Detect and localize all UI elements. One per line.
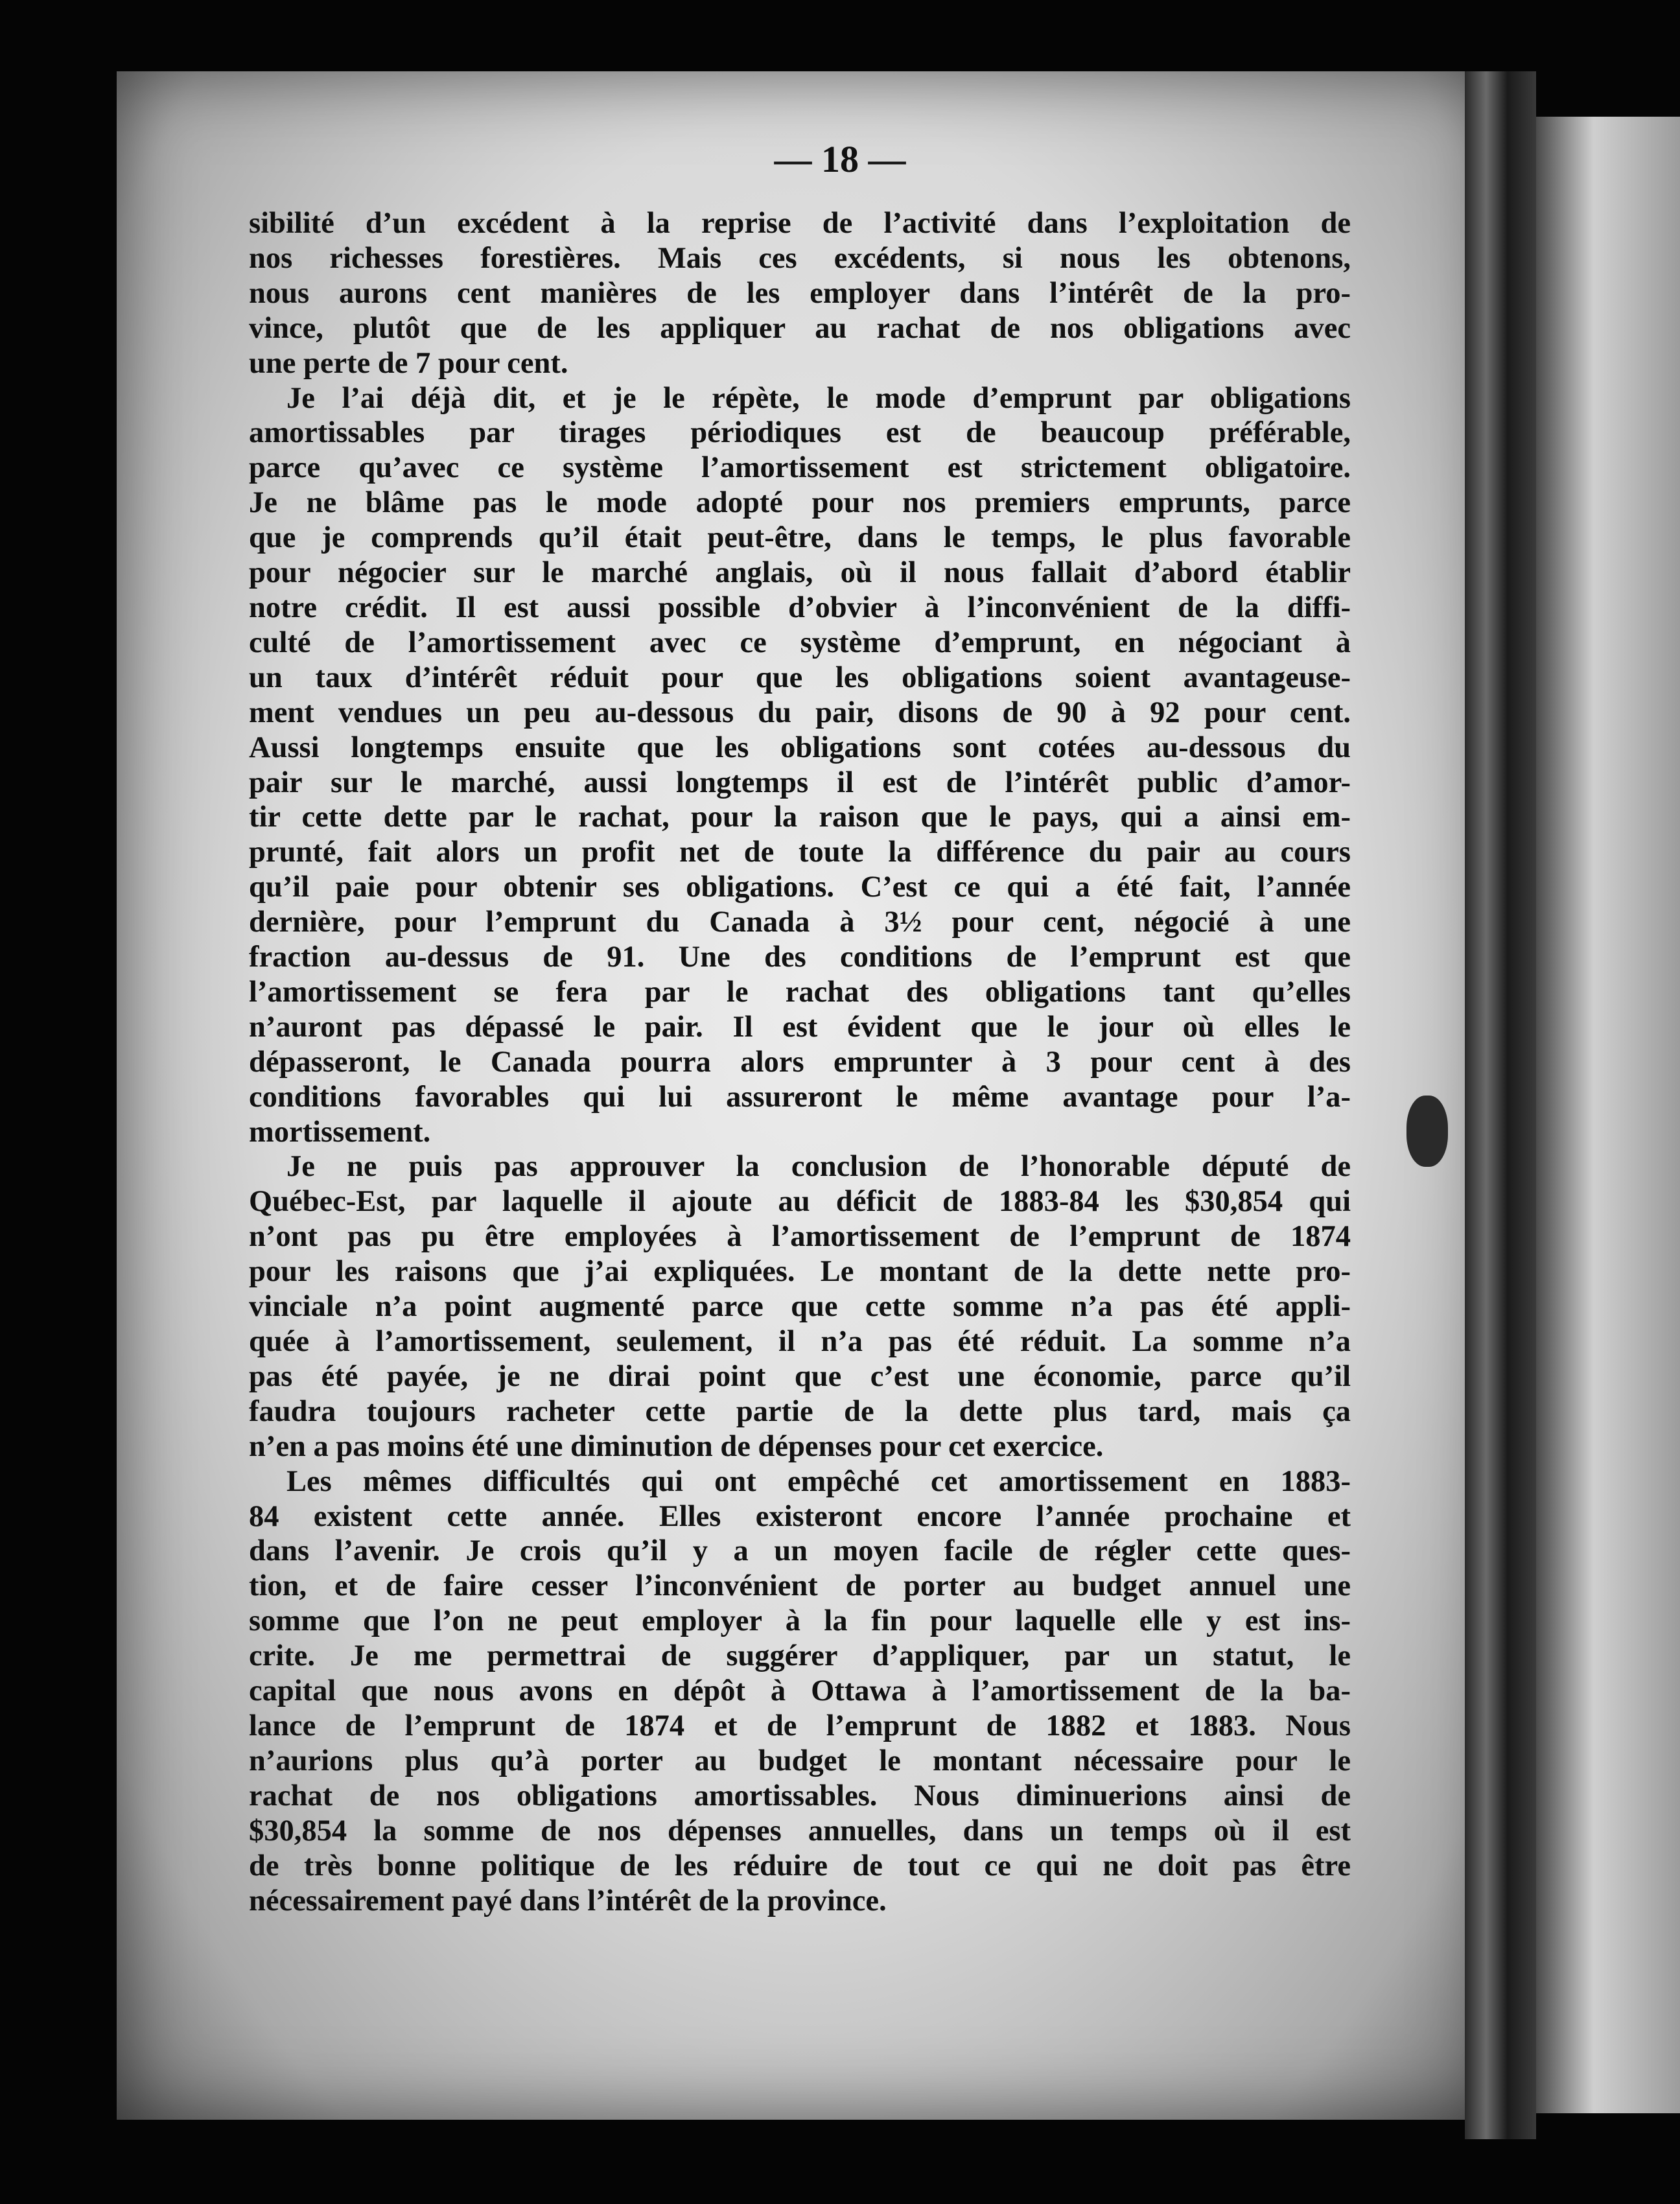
text-line: un taux d’intérêt réduit pour que les obligations soient avantageuse- <box>249 661 1351 694</box>
text-line: n’en a pas moins été une diminution de dépenses pour cet exercice. <box>249 1429 1104 1463</box>
text-line: sibilité d’un excédent à la reprise de l’activité dans l’exploitation de <box>249 207 1351 240</box>
text-line: faudra toujours racheter cette partie de la dette plus tard, mais ça <box>249 1394 1351 1428</box>
text-line: ment vendues un peu au-dessous du pair, disons de 90 à 92 pour cent. <box>249 696 1351 729</box>
text-line: nous aurons cent manières de les employer dans l’intérêt de la pro- <box>249 276 1351 310</box>
ink-stain <box>1406 1096 1448 1167</box>
text-line: dernière, pour l’emprunt du Canada à 3½ pour cent, négocié à une <box>249 906 1351 939</box>
text-line: conditions favorables qui lui assureront le même avantage pour l’a- <box>249 1080 1351 1114</box>
page-binding-edge <box>1465 71 1536 2139</box>
text-line: vince, plutôt que de les appliquer au rachat de nos obligations avec <box>249 311 1351 345</box>
text-line: une perte de 7 pour cent. <box>249 346 568 380</box>
text-line: Je ne puis pas approuver la conclusion de l’honorable député de <box>286 1150 1351 1184</box>
text-line: dépasseront, le Canada pourra alors emprunter à 3 pour cent à des <box>249 1045 1351 1079</box>
text-line: Je l’ai déjà dit, et je le répète, le mode d’emprunt par obligations <box>286 381 1351 415</box>
page-number: — 18 — <box>774 138 906 180</box>
text-line: qu’il paie pour obtenir ses obligations. C’est ce qui a été fait, l’année <box>249 871 1351 904</box>
adjacent-page-edge <box>1536 117 1680 2113</box>
text-line: rachat de nos obligations amortissables. Nous diminuerions ainsi de <box>249 1779 1351 1812</box>
text-line: 84 existent cette année. Elles existeront encore l’année prochaine et <box>249 1499 1351 1533</box>
text-line: Québec-Est, par laquelle il ajoute au déficit de 1883-84 les $30,854 qui <box>249 1185 1351 1219</box>
text-line: tir cette dette par le rachat, pour la raison que le pays, qui a ainsi em- <box>249 801 1351 834</box>
text-line: nos richesses forestières. Mais ces excédents, si nous les obtenons, <box>249 241 1351 275</box>
text-line: pair sur le marché, aussi longtemps il est de l’intérêt public d’amor- <box>249 766 1351 799</box>
text-line: pour les raisons que j’ai expliquées. Le montant de la dette nette pro- <box>249 1255 1351 1289</box>
text-line: l’amortissement se fera par le rachat des obligations tant qu’elles <box>249 975 1351 1009</box>
text-line: vinciale n’a point augmenté parce que cette somme n’a pas été appli- <box>249 1290 1351 1324</box>
text-line: n’ont pas pu être employées à l’amortissement de l’emprunt de 1874 <box>249 1220 1351 1254</box>
text-line: $30,854 la somme de nos dépenses annuelles, dans un temps où il est <box>249 1814 1351 1847</box>
text-line: parce qu’avec ce système l’amortissement est strictement obligatoire. <box>249 451 1351 485</box>
text-line: de très bonne politique de les réduire de tout ce qui ne doit pas être <box>249 1849 1351 1882</box>
text-line: somme que l’on ne peut employer à la fin pour laquelle elle y est ins- <box>249 1604 1351 1638</box>
text-line: quée à l’amortissement, seulement, il n’a pas été réduit. La somme n’a <box>249 1325 1351 1358</box>
text-line: Je ne blâme pas le mode adopté pour nos premiers emprunts, parce <box>249 486 1351 520</box>
text-line: pour négocier sur le marché anglais, où il nous fallait d’abord établir <box>249 556 1351 590</box>
text-line: que je comprends qu’il était peut-être, dans le temps, le plus favorable <box>249 521 1351 555</box>
text-line: lance de l’emprunt de 1874 et de l’emprunt de 1882 et 1883. Nous <box>249 1709 1351 1742</box>
text-line: crite. Je me permettrai de suggérer d’appliquer, par un statut, le <box>249 1639 1351 1673</box>
text-line: fraction au-dessus de 91. Une des conditions de l’emprunt est que <box>249 941 1351 974</box>
text-line: pas été payée, je ne dirai point que c’est une économie, parce qu’il <box>249 1359 1351 1393</box>
text-line: capital que nous avons en dépôt à Ottawa à l’amortissement de la ba- <box>249 1674 1351 1708</box>
body-text <box>249 206 1351 1918</box>
text-line: notre crédit. Il est aussi possible d’obvier à l’inconvénient de la diffi- <box>249 591 1351 624</box>
text-line: n’aurions plus qu’à porter au budget le montant nécessaire pour le <box>249 1744 1351 1777</box>
text-line: amortissables par tirages périodiques est de beaucoup préférable, <box>249 416 1351 450</box>
text-line: culté de l’amortissement avec ce système d’emprunt, en négociant à <box>249 626 1351 659</box>
text-line: Les mêmes difficultés qui ont empêché cet amortissement en 1883- <box>286 1464 1351 1498</box>
text-line: prunté, fait alors un profit net de toute la différence du pair au cours <box>249 836 1351 869</box>
text-line: dans l’avenir. Je crois qu’il y a un moyen facile de régler cette ques- <box>249 1534 1351 1568</box>
text-line: mortissement. <box>249 1115 431 1149</box>
text-line: tion, et de faire cesser l’inconvénient de porter au budget annuel une <box>249 1569 1351 1603</box>
text-line: Aussi longtemps ensuite que les obligations sont cotées au-dessous du <box>249 731 1351 764</box>
text-line: n’auront pas dépassé le pair. Il est évident que le jour où elles le <box>249 1010 1351 1044</box>
text-line: nécessairement payé dans l’intérêt de la province. <box>249 1884 887 1917</box>
